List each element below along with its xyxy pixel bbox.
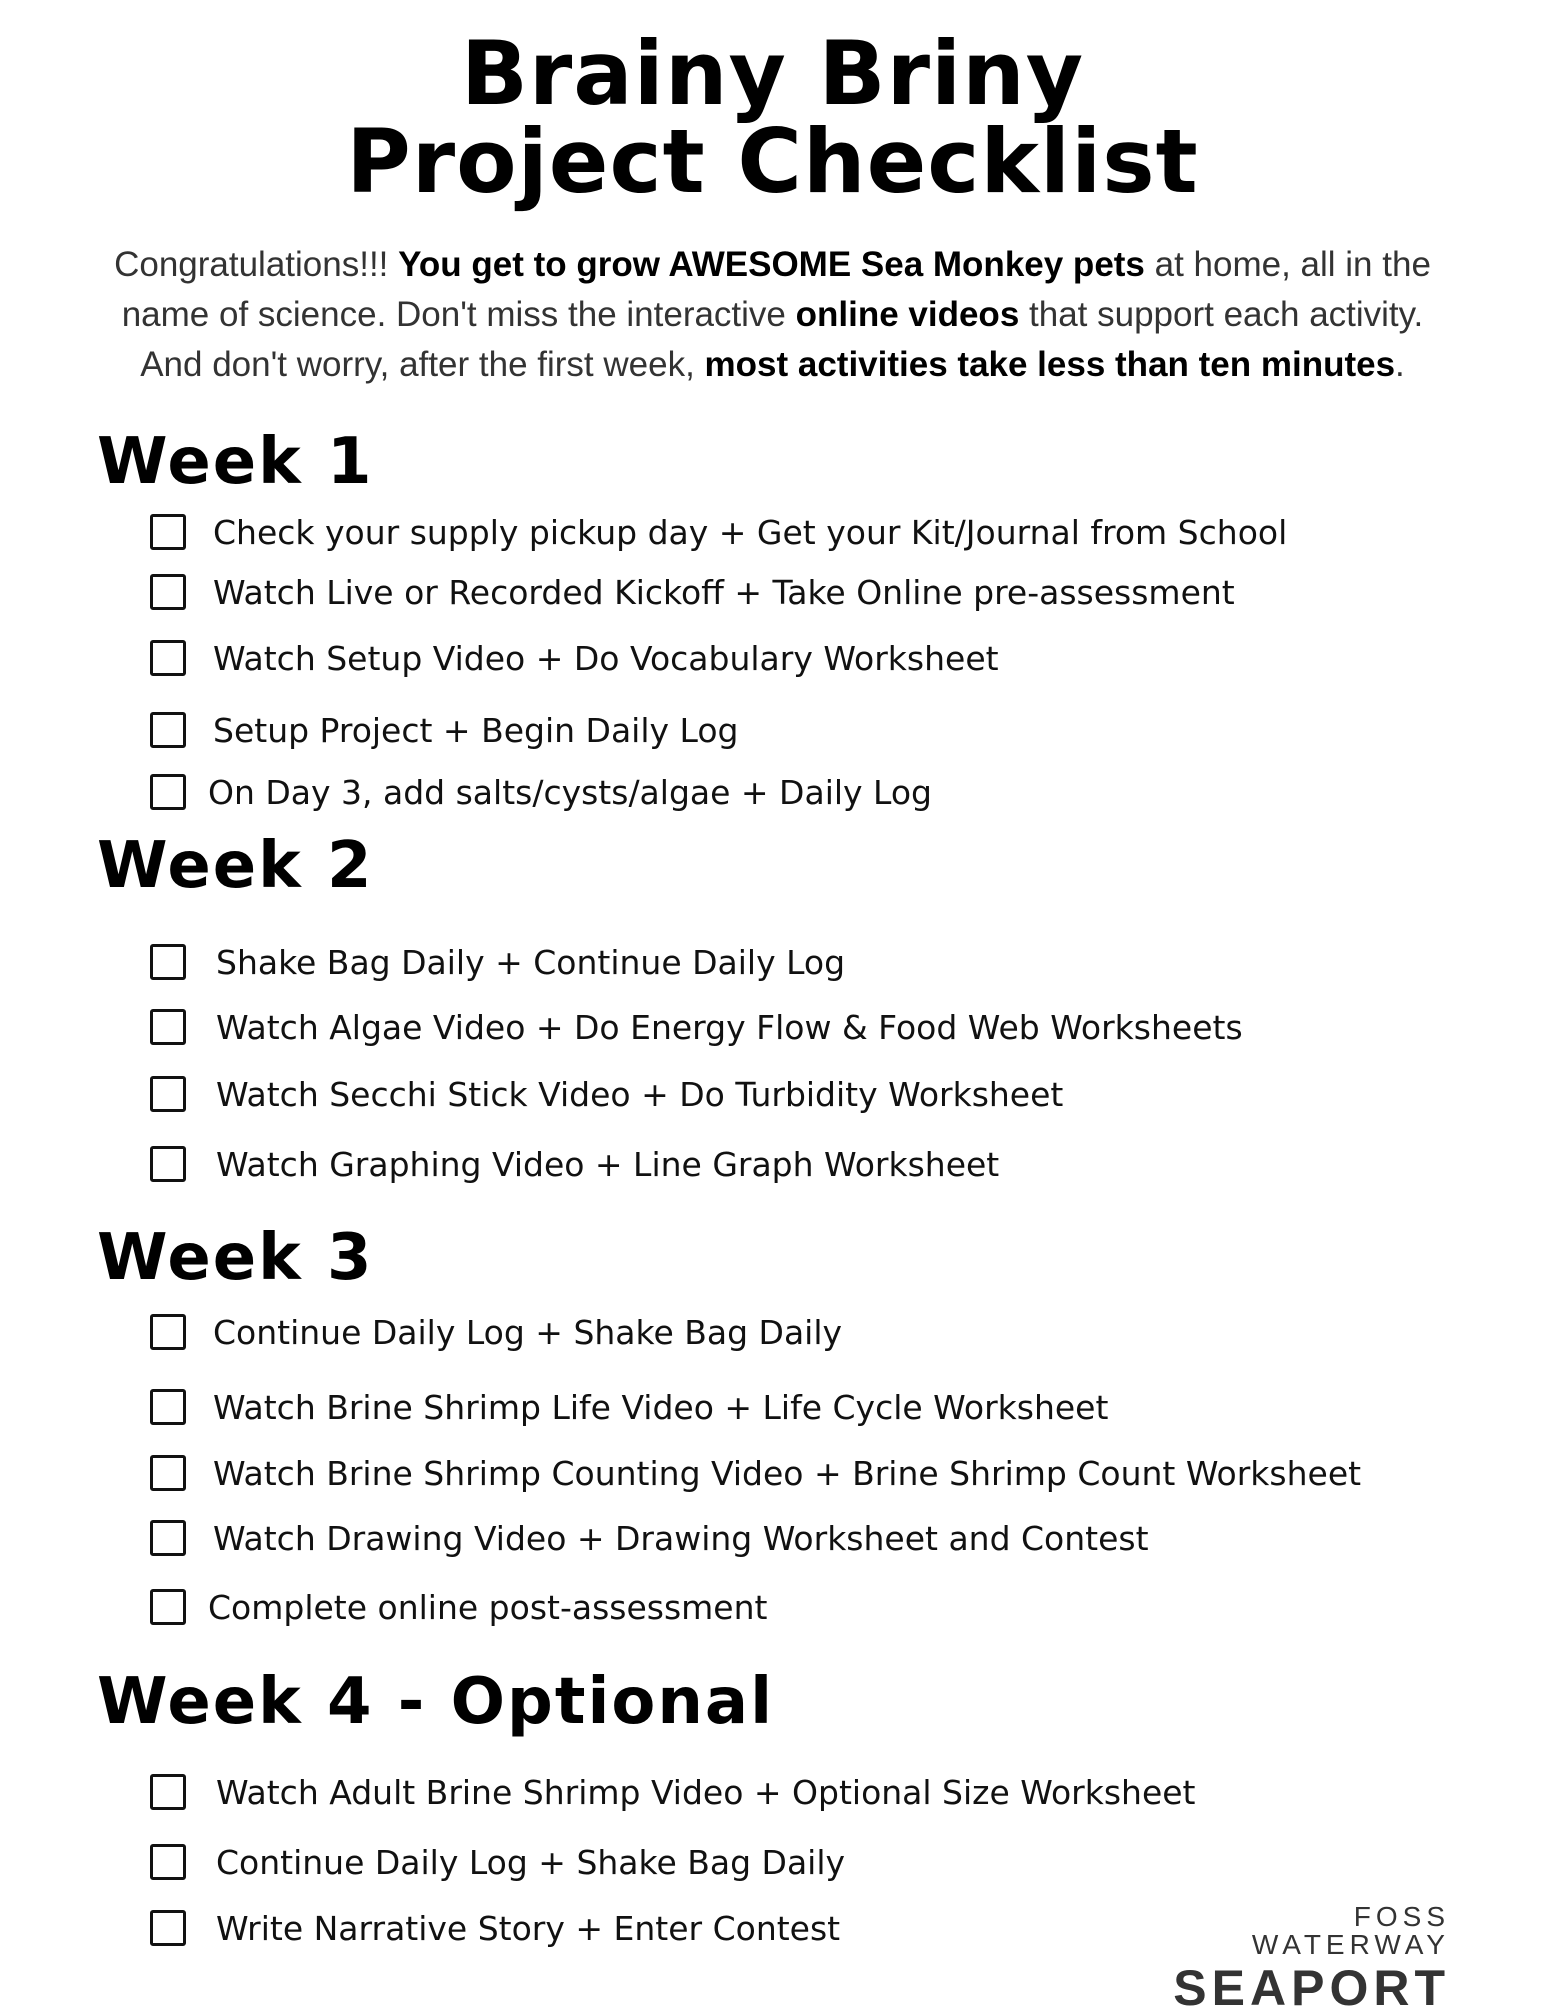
checklist-item-label: Watch Algae Video + Do Energy Flow & Food Web Worksheets — [216, 1007, 1243, 1047]
checklist-item-label: Continue Daily Log + Shake Bag Daily — [213, 1312, 843, 1352]
checkbox[interactable] — [150, 1146, 186, 1182]
intro-text: at home, all in the — [1144, 245, 1431, 284]
checklist-item-label: Continue Daily Log + Shake Bag Daily — [216, 1842, 846, 1882]
checklist-item-label: Watch Secchi Stick Video + Do Turbidity Worksheet — [216, 1074, 1064, 1114]
checklist-item-label: Watch Drawing Video + Drawing Worksheet and Contest — [213, 1518, 1149, 1558]
intro-text: name of science. Don't miss the interactive — [121, 295, 796, 334]
checklist-item-label: Watch Graphing Video + Line Graph Worksheet — [216, 1144, 1000, 1184]
checklist-item[interactable] — [150, 770, 932, 814]
checkbox[interactable] — [150, 944, 186, 980]
intro-line-3 — [60, 340, 1485, 390]
logo-text-bottom: SEAPORT — [1173, 1960, 1450, 2016]
checklist-item[interactable] — [150, 1770, 1196, 1814]
checklist-item[interactable] — [150, 510, 1287, 554]
checkbox[interactable] — [150, 1844, 186, 1880]
checklist-item-label: Watch Adult Brine Shrimp Video + Optional Size Worksheet — [216, 1772, 1196, 1812]
checklist-item[interactable] — [150, 1142, 999, 1186]
checkbox[interactable] — [150, 1076, 186, 1112]
intro-line-2 — [60, 290, 1485, 340]
checkbox[interactable] — [150, 1910, 186, 1946]
checklist-item[interactable] — [150, 1005, 1243, 1049]
checklist-item-label: On Day 3, add salts/cysts/algae + Daily Log — [208, 772, 932, 812]
checkbox[interactable] — [150, 1774, 186, 1810]
logo-text-top: FOSS WATERWAY — [1251, 1901, 1450, 1960]
intro-text: that support each activity. — [1019, 295, 1424, 334]
week-3-heading: Week 3 — [97, 1221, 374, 1295]
checkbox[interactable] — [150, 712, 186, 748]
checklist-item[interactable] — [150, 1906, 840, 1950]
checklist-item-label: Complete online post-assessment — [208, 1587, 768, 1627]
intro-line-1 — [60, 240, 1485, 290]
checklist-item-label: Watch Live or Recorded Kickoff + Take Online pre-assessment — [213, 572, 1235, 612]
checkbox[interactable] — [150, 640, 186, 676]
checklist-item[interactable] — [150, 636, 999, 680]
foss-waterway-seaport-logo — [1150, 1901, 1450, 2016]
checkbox[interactable] — [150, 1009, 186, 1045]
checklist-item[interactable] — [150, 570, 1235, 614]
checkbox[interactable] — [150, 774, 186, 810]
week-4-heading: Week 4 - Optional — [97, 1665, 775, 1739]
checklist-item-label: Check your supply pickup day + Get your Kit/Journal from School — [213, 512, 1288, 552]
intro-text-bold: You get to grow AWESOME Sea Monkey pets — [398, 245, 1145, 284]
page-title: Brainy Briny — [460, 22, 1085, 125]
week-1-heading: Week 1 — [97, 425, 374, 499]
checklist-item[interactable] — [150, 1072, 1063, 1116]
page-subtitle: Project Checklist — [346, 110, 1199, 213]
checklist-item[interactable] — [150, 1310, 842, 1354]
checkbox[interactable] — [150, 1314, 186, 1350]
checklist-item[interactable] — [150, 1451, 1361, 1495]
checklist-item[interactable] — [150, 1516, 1149, 1560]
checklist-item[interactable] — [150, 940, 845, 984]
checklist-item-label: Shake Bag Daily + Continue Daily Log — [216, 942, 846, 982]
checkbox[interactable] — [150, 1389, 186, 1425]
week-2-heading: Week 2 — [97, 829, 374, 903]
checklist-item[interactable] — [150, 1385, 1108, 1429]
checklist-item-label: Watch Setup Video + Do Vocabulary Worksheet — [213, 638, 999, 678]
intro-text-bold: online videos — [795, 295, 1020, 334]
intro-text: . — [1395, 345, 1405, 384]
checklist-item-label: Watch Brine Shrimp Counting Video + Brine Shrimp Count Worksheet — [213, 1453, 1362, 1493]
intro-text: And don't worry, after the first week, — [140, 345, 705, 384]
intro-paragraph — [60, 240, 1485, 390]
checklist-item-label: Write Narrative Story + Enter Contest — [216, 1908, 841, 1948]
intro-text: Congratulations!!! — [114, 245, 399, 284]
checkbox[interactable] — [150, 1455, 186, 1491]
checkbox[interactable] — [150, 1520, 186, 1556]
checklist-item[interactable] — [150, 1585, 767, 1629]
checklist-item-label: Watch Brine Shrimp Life Video + Life Cycle Worksheet — [213, 1387, 1109, 1427]
checklist-item-label: Setup Project + Begin Daily Log — [213, 710, 739, 750]
checkbox[interactable] — [150, 1589, 186, 1625]
checkbox[interactable] — [150, 514, 186, 550]
checklist-item[interactable] — [150, 708, 738, 752]
intro-text-bold: most activities take less than ten minutes — [704, 345, 1396, 384]
checklist-item[interactable] — [150, 1840, 845, 1884]
checkbox[interactable] — [150, 574, 186, 610]
